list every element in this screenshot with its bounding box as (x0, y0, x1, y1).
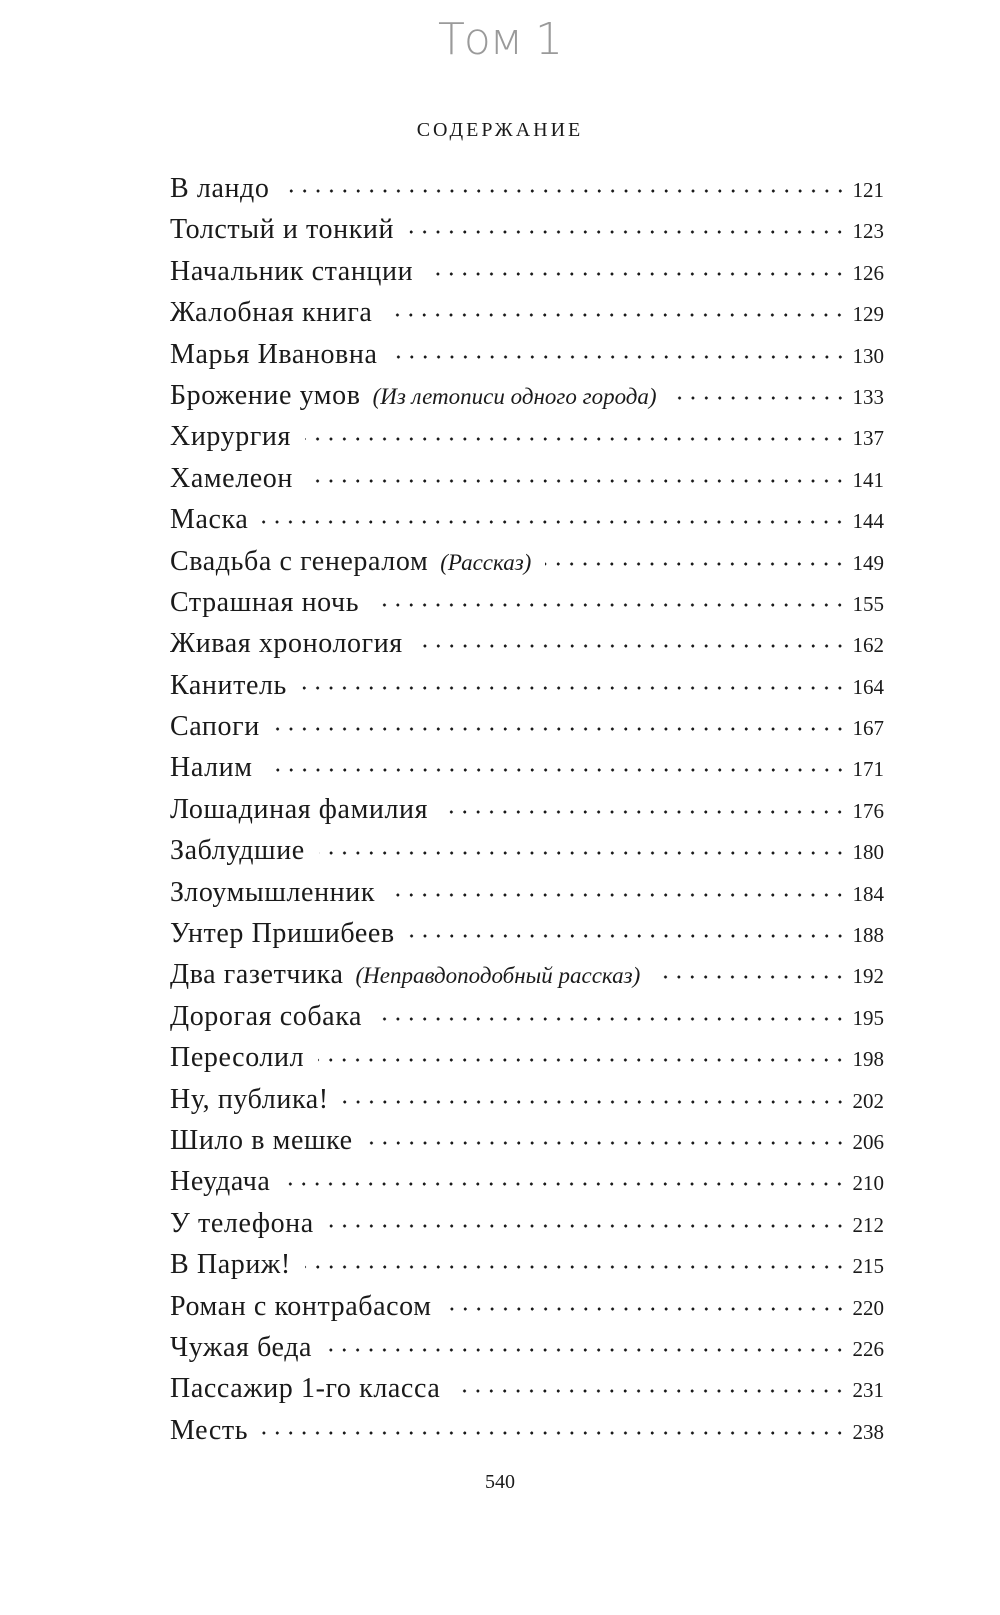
toc-entry-page: 162 (852, 633, 884, 658)
table-of-contents (170, 168, 884, 1451)
toc-entry[interactable] (170, 1368, 884, 1409)
toc-entry[interactable] (170, 872, 884, 913)
dot-leader (301, 684, 847, 692)
toc-entry-page: 226 (852, 1336, 884, 1361)
toc-entry-page: 129 (852, 302, 884, 327)
toc-entry[interactable] (170, 1079, 884, 1120)
toc-entry[interactable] (170, 499, 884, 540)
toc-entry[interactable] (170, 913, 884, 954)
toc-entry-page: 126 (852, 260, 884, 285)
toc-entry-title: Жалобная книга (170, 297, 373, 329)
toc-entry-subtitle: (Из летописи одного города) (372, 383, 657, 409)
toc-entry[interactable] (170, 830, 884, 871)
toc-entry-title: Живая хронология (170, 628, 403, 660)
toc-entry-page: 133 (852, 384, 884, 409)
toc-entry-page: 180 (852, 840, 884, 865)
toc-entry[interactable] (170, 789, 884, 830)
toc-entry-page: 121 (852, 178, 884, 202)
toc-entry-title: Маска (170, 504, 249, 536)
toc-entry-page: 141 (852, 467, 884, 492)
dot-leader (392, 353, 847, 361)
toc-entry-title: Налим (170, 752, 253, 784)
toc-entry-title: Пассажир 1-го класса (170, 1373, 441, 1405)
toc-entry-page: 220 (852, 1295, 884, 1320)
toc-entry-title: Чужая беда (170, 1331, 313, 1363)
toc-entry-title: Неудача (170, 1166, 271, 1198)
dot-leader (284, 187, 847, 195)
toc-entry[interactable] (170, 1203, 884, 1244)
toc-entry-subtitle: (Неправдоподобный рассказ) (355, 963, 641, 989)
toc-entry-title: Шило в мешке (170, 1124, 353, 1156)
toc-entry-title: В Париж! (170, 1249, 291, 1281)
toc-entry[interactable] (170, 996, 884, 1037)
dot-leader (386, 311, 846, 319)
toc-entry-subtitle: (Рассказ) (440, 549, 532, 575)
toc-entry[interactable] (170, 209, 884, 250)
toc-entry-page: 231 (852, 1378, 884, 1403)
toc-entry-page: 144 (852, 509, 884, 534)
toc-entry-title: Роман с контрабасом (170, 1290, 432, 1322)
toc-entry-page: 206 (852, 1129, 884, 1154)
toc-entry-title: Заблудшие (170, 835, 305, 867)
toc-entry[interactable] (170, 458, 884, 499)
dot-leader (409, 932, 847, 940)
toc-entry[interactable] (170, 416, 884, 457)
toc-entry[interactable] (170, 1286, 884, 1327)
dot-leader (373, 601, 846, 609)
toc-entry-title: У телефона (170, 1207, 314, 1239)
dot-leader (427, 270, 846, 278)
toc-entry[interactable] (170, 1410, 884, 1451)
toc-entry[interactable] (170, 1037, 884, 1078)
dot-leader (417, 642, 847, 650)
dot-leader (671, 394, 847, 402)
toc-entry[interactable] (170, 1161, 884, 1202)
toc-entry[interactable] (170, 706, 884, 747)
dot-leader (654, 973, 846, 981)
dot-leader (367, 1139, 847, 1147)
toc-entry-title: Ну, публика! (170, 1083, 329, 1115)
dot-leader (343, 1098, 847, 1106)
toc-entry-title: Начальник станции (170, 255, 414, 287)
dot-leader (545, 560, 846, 568)
toc-entry-title: Лошадиная фамилия (170, 793, 429, 825)
toc-entry-page: 184 (852, 881, 884, 906)
toc-entry-page: 195 (852, 1005, 884, 1030)
dot-leader (326, 1346, 846, 1354)
dot-leader (267, 766, 847, 774)
dot-leader (284, 1180, 846, 1188)
toc-entry-page: 188 (852, 923, 884, 948)
toc-entry-page: 215 (852, 1254, 884, 1279)
toc-entry[interactable] (170, 1120, 884, 1161)
dot-leader (262, 1429, 846, 1437)
dot-leader (454, 1387, 846, 1395)
dot-leader (305, 1263, 847, 1271)
toc-entry-title: Марья Ивановна (170, 338, 378, 370)
toc-entry[interactable] (170, 665, 884, 706)
toc-entry[interactable] (170, 1244, 884, 1285)
toc-entry[interactable] (170, 334, 884, 375)
toc-entry-page: 123 (852, 219, 884, 244)
toc-entry[interactable] (170, 1327, 884, 1368)
dot-leader (319, 849, 847, 857)
toc-entry-title: Брожение умов (170, 379, 361, 411)
toc-entry[interactable] (170, 954, 884, 995)
toc-entry-title: В ландо (170, 173, 270, 204)
toc-entry[interactable] (170, 375, 884, 416)
toc-entry[interactable] (170, 541, 884, 582)
toc-entry-title: Хирургия (170, 421, 291, 453)
dot-leader (446, 1305, 847, 1313)
toc-entry[interactable] (170, 168, 884, 209)
toc-entry[interactable] (170, 292, 884, 333)
page-number: 540 (485, 1471, 515, 1493)
section-heading: СОДЕРЖАНИЕ (416, 119, 584, 141)
toc-entry-page: 210 (852, 1171, 884, 1196)
toc-entry-page: 167 (852, 716, 884, 741)
toc-entry-page: 212 (852, 1212, 884, 1237)
dot-leader (408, 228, 846, 236)
toc-entry-page: 176 (852, 798, 884, 823)
toc-entry-title: Сапоги (170, 711, 260, 743)
toc-entry-page: 164 (852, 674, 884, 699)
toc-entry-title: Унтер Пришибеев (170, 918, 395, 950)
toc-entry-title: Дорогая собака (170, 1000, 362, 1032)
toc-entry[interactable] (170, 747, 884, 788)
toc-entry-page: 149 (852, 550, 884, 575)
toc-entry-title: Толстый и тонкий (170, 214, 395, 246)
toc-entry-title: Свадьба с генералом (170, 545, 429, 577)
toc-entry-title: Пересолил (170, 1042, 305, 1074)
toc-entry-title: Злоумышленник (170, 876, 376, 908)
toc-entry[interactable] (170, 251, 884, 292)
toc-entry-page: 238 (852, 1419, 884, 1444)
dot-leader (376, 1015, 847, 1023)
dot-leader (307, 477, 847, 485)
toc-entry-page: 198 (852, 1047, 884, 1072)
toc-entry-page: 192 (852, 964, 884, 989)
toc-entry-title: Два газетчика (170, 959, 344, 991)
toc-entry-title: Страшная ночь (170, 586, 360, 618)
dot-leader (262, 518, 846, 526)
toc-entry[interactable] (170, 623, 884, 664)
dot-leader (318, 1056, 846, 1064)
toc-entry-title: Месть (170, 1414, 249, 1446)
toc-entry-page: 171 (852, 757, 884, 782)
toc-entry-title: Хамелеон (170, 462, 293, 494)
dot-leader (328, 1222, 847, 1230)
dot-leader (442, 808, 846, 816)
toc-entry-page: 137 (852, 426, 884, 451)
toc-entry[interactable] (170, 582, 884, 623)
toc-entry-page: 130 (852, 343, 884, 368)
dot-leader (305, 435, 847, 443)
toc-entry-page: 155 (852, 591, 884, 616)
toc-entry-page: 202 (852, 1088, 884, 1113)
dot-leader (274, 725, 847, 733)
volume-title: Том 1 (438, 14, 562, 65)
toc-entry-title: Канитель (170, 669, 287, 701)
dot-leader (389, 891, 846, 899)
